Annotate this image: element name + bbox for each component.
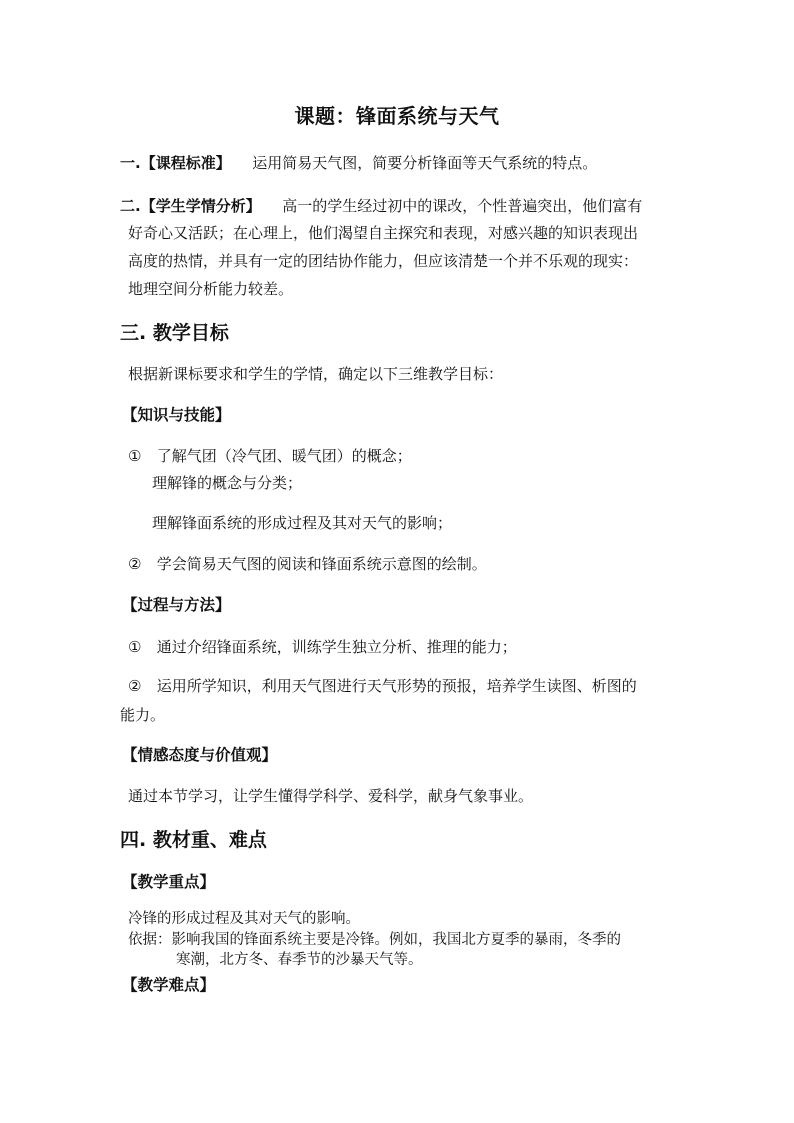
list-item bbox=[128, 557, 487, 572]
list-text: 了解气团（冷气团、暖气团）的概念； bbox=[156, 447, 412, 465]
paragraph-line: 依据：影响我国的锋面系统主要是冷锋。例如，我国北方夏季的暴雨，冬季的 bbox=[128, 932, 621, 948]
paragraph-line: 冷锋的形成过程及其对天气的影响。 bbox=[128, 911, 360, 927]
list-number: ② bbox=[128, 677, 142, 695]
list-item bbox=[128, 449, 412, 464]
paragraph-line: 寒潮，北方冬、春季节的沙暴天气等。 bbox=[176, 952, 423, 968]
paragraph-line: 好奇心又活跃；在心理上，他们渴望自主探究和表现，对感兴趣的知识表现出 bbox=[128, 224, 639, 242]
list-number: ① bbox=[128, 447, 142, 465]
section-heading: 一.【课程标准】 bbox=[120, 154, 231, 172]
subheading-attitude-values: 【情感态度与价值观】 bbox=[122, 746, 278, 764]
list-number: ① bbox=[128, 638, 142, 656]
list-text: 学会简易天气图的阅读和锋面系统示意图的绘制。 bbox=[156, 555, 487, 573]
subheading-teaching-difficult-points: 【教学难点】 bbox=[122, 976, 216, 994]
subheading-process-methods: 【过程与方法】 bbox=[122, 596, 231, 614]
paragraph-line: 高度的热情，并具有一定的团结协作能力，但应该清楚一个并不乐观的现实： bbox=[128, 252, 639, 270]
paragraph-line: 高一的学生经过初中的课改，个性普遍突出，他们富有 bbox=[282, 197, 643, 215]
section-heading-key-difficult-points: 四. 教材重、难点 bbox=[120, 829, 267, 851]
list-item-continuation: 能力。 bbox=[120, 706, 166, 724]
section-text: 运用简易天气图，简要分析锋面等天气系统的特点。 bbox=[252, 154, 598, 172]
list-item bbox=[128, 679, 637, 694]
list-text: 运用所学知识，利用天气图进行天气形势的预报，培养学生读图、析图的 bbox=[156, 677, 637, 695]
subheading-knowledge-skills: 【知识与技能】 bbox=[122, 406, 231, 424]
list-item-continuation: 理解锋的概念与分类； bbox=[152, 474, 303, 492]
paragraph-line: 地理空间分析能力较差。 bbox=[128, 280, 294, 298]
paragraph-line: 通过本节学习，让学生懂得学科学、爱科学，献身气象事业。 bbox=[128, 787, 534, 805]
page-title: 课题：锋面系统与天气 bbox=[294, 104, 500, 128]
section-heading-teaching-goals: 三. 教学目标 bbox=[120, 322, 229, 344]
section-heading: 二.【学生学情分析】 bbox=[120, 197, 261, 215]
list-number: ② bbox=[128, 555, 142, 573]
section-course-standard bbox=[120, 156, 597, 171]
section-intro: 根据新课标要求和学生的学情，确定以下三维教学目标： bbox=[128, 365, 504, 383]
list-item bbox=[128, 640, 517, 655]
section-student-analysis bbox=[120, 199, 642, 214]
subheading-teaching-key-points: 【教学重点】 bbox=[122, 873, 216, 891]
list-text: 通过介绍锋面系统，训练学生独立分析、推理的能力； bbox=[156, 638, 517, 656]
list-item-continuation: 理解锋面系统的形成过程及其对天气的影响； bbox=[152, 514, 453, 532]
